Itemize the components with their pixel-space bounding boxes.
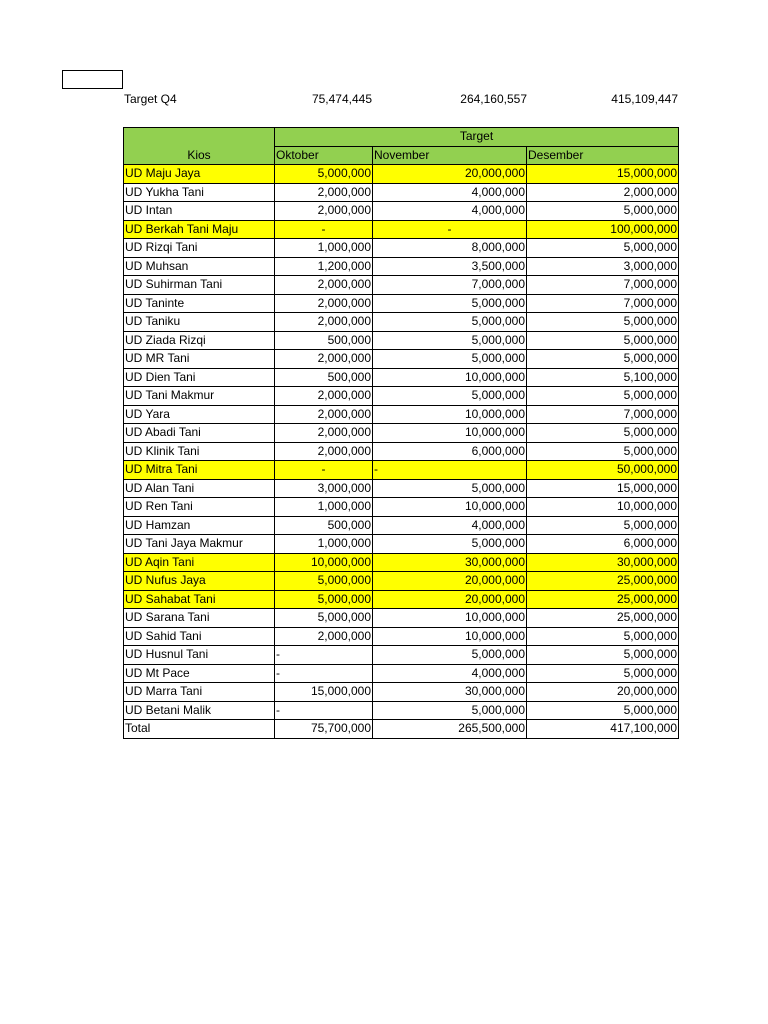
oktober-cell[interactable]: 2,000,000 — [275, 276, 373, 295]
kios-cell[interactable]: UD Marra Tani — [124, 683, 275, 702]
oktober-cell[interactable]: 2,000,000 — [275, 294, 373, 313]
november-cell[interactable]: 10,000,000 — [373, 424, 527, 443]
kios-cell[interactable]: UD Yara — [124, 405, 275, 424]
summary-value-november: 264,160,557 — [460, 92, 527, 106]
desember-cell[interactable]: 50,000,000 — [527, 461, 679, 480]
oktober-cell[interactable]: 2,000,000 — [275, 442, 373, 461]
oktober-cell[interactable]: 2,000,000 — [275, 350, 373, 369]
table-row — [124, 294, 679, 313]
table-row — [124, 590, 679, 609]
table-row — [124, 683, 679, 702]
desember-cell[interactable]: 7,000,000 — [527, 405, 679, 424]
oktober-cell[interactable]: 5,000,000 — [275, 609, 373, 628]
oktober-cell[interactable]: 500,000 — [275, 368, 373, 387]
november-cell[interactable]: 10,000,000 — [373, 405, 527, 424]
desember-cell[interactable]: 3,000,000 — [527, 257, 679, 276]
november-cell[interactable]: 7,000,000 — [373, 276, 527, 295]
desember-cell[interactable]: 7,000,000 — [527, 294, 679, 313]
oktober-cell[interactable]: 15,000,000 — [275, 683, 373, 702]
desember-cell[interactable]: 100,000,000 — [527, 220, 679, 239]
oktober-cell[interactable]: 1,000,000 — [275, 498, 373, 517]
desember-cell[interactable]: 25,000,000 — [527, 609, 679, 628]
kios-cell[interactable]: UD Tani Jaya Makmur — [124, 535, 275, 554]
table-row — [124, 313, 679, 332]
oktober-cell[interactable]: 500,000 — [275, 516, 373, 535]
table-row — [124, 701, 679, 720]
kios-cell[interactable]: UD Betani Malik — [124, 701, 275, 720]
oktober-cell[interactable]: 2,000,000 — [275, 424, 373, 443]
oktober-cell[interactable]: 2,000,000 — [275, 202, 373, 221]
desember-cell[interactable]: 5,000,000 — [527, 424, 679, 443]
desember-cell[interactable]: 5,000,000 — [527, 664, 679, 683]
kios-cell[interactable]: UD Tani Makmur — [124, 387, 275, 406]
summary-label: Target Q4 — [124, 92, 177, 106]
table-row — [124, 405, 679, 424]
table-row — [124, 479, 679, 498]
oktober-cell[interactable]: - — [275, 461, 373, 480]
desember-cell[interactable]: 5,000,000 — [527, 442, 679, 461]
november-cell[interactable]: 265,500,000 — [373, 720, 527, 739]
oktober-cell[interactable]: 75,700,000 — [275, 720, 373, 739]
kios-cell[interactable]: UD Aqin Tani — [124, 553, 275, 572]
table-row — [124, 553, 679, 572]
summary-value-oktober: 75,474,445 — [311, 92, 372, 106]
oktober-cell[interactable]: 1,200,000 — [275, 257, 373, 276]
kios-cell[interactable]: UD Muhsan — [124, 257, 275, 276]
table-row — [124, 387, 679, 406]
table-row — [124, 239, 679, 258]
november-cell[interactable]: 5,000,000 — [373, 313, 527, 332]
oktober-cell[interactable]: 5,000,000 — [275, 165, 373, 184]
desember-cell[interactable]: 5,000,000 — [527, 701, 679, 720]
table-row — [124, 720, 679, 739]
november-cell[interactable]: 30,000,000 — [373, 553, 527, 572]
desember-cell[interactable]: 2,000,000 — [527, 183, 679, 202]
kios-cell[interactable]: Total — [124, 720, 275, 739]
table-row — [124, 498, 679, 517]
kios-cell[interactable]: UD Alan Tani — [124, 479, 275, 498]
table-row — [124, 424, 679, 443]
table-row — [124, 609, 679, 628]
november-cell[interactable]: 4,000,000 — [373, 664, 527, 683]
table-row — [124, 220, 679, 239]
kios-cell[interactable]: UD Berkah Tani Maju — [124, 220, 275, 239]
table-row — [124, 627, 679, 646]
kios-cell[interactable]: UD Suhirman Tani — [124, 276, 275, 295]
kios-cell[interactable]: UD Hamzan — [124, 516, 275, 535]
table-row — [124, 461, 679, 480]
desember-cell[interactable]: 5,000,000 — [527, 387, 679, 406]
november-cell[interactable]: 4,000,000 — [373, 516, 527, 535]
desember-cell[interactable]: 20,000,000 — [527, 683, 679, 702]
november-cell[interactable]: 5,000,000 — [373, 535, 527, 554]
month-header-oktober[interactable]: Oktober — [275, 146, 373, 165]
table-row — [124, 165, 679, 184]
november-cell[interactable]: 10,000,000 — [373, 498, 527, 517]
desember-cell[interactable]: 5,000,000 — [527, 516, 679, 535]
summary-row — [124, 90, 680, 108]
november-cell[interactable]: 20,000,000 — [373, 165, 527, 184]
desember-cell[interactable]: 5,000,000 — [527, 313, 679, 332]
kios-cell[interactable]: UD Ziada Rizqi — [124, 331, 275, 350]
november-cell[interactable]: - — [373, 461, 527, 480]
desember-cell[interactable]: 15,000,000 — [527, 165, 679, 184]
oktober-cell[interactable]: 1,000,000 — [275, 535, 373, 554]
oktober-cell[interactable]: 2,000,000 — [275, 405, 373, 424]
kios-cell[interactable]: UD Mt Pace — [124, 664, 275, 683]
table-row — [124, 331, 679, 350]
desember-cell[interactable]: 5,000,000 — [527, 350, 679, 369]
november-cell[interactable]: 4,000,000 — [373, 183, 527, 202]
november-cell[interactable]: 10,000,000 — [373, 627, 527, 646]
november-cell[interactable]: 5,000,000 — [373, 294, 527, 313]
oktober-cell[interactable]: 5,000,000 — [275, 590, 373, 609]
table-body — [124, 165, 679, 739]
month-header-desember[interactable]: Desember — [527, 146, 679, 165]
november-cell[interactable]: 20,000,000 — [373, 572, 527, 591]
target-header[interactable]: Target — [275, 128, 679, 147]
table-row — [124, 664, 679, 683]
table-row — [124, 442, 679, 461]
november-cell[interactable]: 5,000,000 — [373, 387, 527, 406]
table-row — [124, 183, 679, 202]
kios-cell[interactable]: UD Abadi Tani — [124, 424, 275, 443]
oktober-cell[interactable]: - — [275, 701, 373, 720]
oktober-cell[interactable]: 2,000,000 — [275, 183, 373, 202]
november-cell[interactable]: 20,000,000 — [373, 590, 527, 609]
desember-cell[interactable]: 5,000,000 — [527, 202, 679, 221]
table-row — [124, 202, 679, 221]
kios-cell[interactable]: UD MR Tani — [124, 350, 275, 369]
kios-cell[interactable]: UD Dien Tani — [124, 368, 275, 387]
desember-cell[interactable]: 5,000,000 — [527, 646, 679, 665]
november-cell[interactable]: 6,000,000 — [373, 442, 527, 461]
desember-cell[interactable]: 5,100,000 — [527, 368, 679, 387]
november-cell[interactable]: 5,000,000 — [373, 331, 527, 350]
oktober-cell[interactable]: 10,000,000 — [275, 553, 373, 572]
header-row-1 — [124, 128, 679, 147]
desember-cell[interactable]: 10,000,000 — [527, 498, 679, 517]
kios-cell[interactable]: UD Nufus Jaya — [124, 572, 275, 591]
target-table — [123, 127, 679, 739]
kios-cell[interactable]: UD Sahid Tani — [124, 627, 275, 646]
kios-cell[interactable]: UD Klinik Tani — [124, 442, 275, 461]
desember-cell[interactable]: 5,000,000 — [527, 627, 679, 646]
month-header-november[interactable]: November — [373, 146, 527, 165]
kios-cell[interactable]: UD Rizqi Tani — [124, 239, 275, 258]
kios-cell[interactable]: UD Taninte — [124, 294, 275, 313]
desember-cell[interactable]: 5,000,000 — [527, 331, 679, 350]
oktober-cell[interactable]: 2,000,000 — [275, 387, 373, 406]
november-cell[interactable]: 4,000,000 — [373, 202, 527, 221]
november-cell[interactable]: 10,000,000 — [373, 368, 527, 387]
oktober-cell[interactable]: 2,000,000 — [275, 627, 373, 646]
name-box[interactable] — [62, 70, 123, 89]
kios-cell[interactable]: UD Yukha Tani — [124, 183, 275, 202]
desember-cell[interactable]: 7,000,000 — [527, 276, 679, 295]
oktober-cell[interactable]: 3,000,000 — [275, 479, 373, 498]
table-row — [124, 516, 679, 535]
november-cell[interactable]: 30,000,000 — [373, 683, 527, 702]
kios-cell[interactable]: UD Maju Jaya — [124, 165, 275, 184]
kios-cell[interactable]: UD Sarana Tani — [124, 609, 275, 628]
table-row — [124, 535, 679, 554]
desember-cell[interactable]: 6,000,000 — [527, 535, 679, 554]
november-cell[interactable]: 5,000,000 — [373, 646, 527, 665]
desember-cell[interactable]: 417,100,000 — [527, 720, 679, 739]
kios-cell[interactable]: UD Husnul Tani — [124, 646, 275, 665]
november-cell[interactable]: 3,500,000 — [373, 257, 527, 276]
desember-cell[interactable]: 15,000,000 — [527, 479, 679, 498]
oktober-cell[interactable]: 2,000,000 — [275, 313, 373, 332]
kios-cell[interactable]: UD Taniku — [124, 313, 275, 332]
table-row — [124, 350, 679, 369]
kios-header[interactable]: Kios — [124, 128, 275, 165]
november-cell[interactable]: - — [373, 220, 527, 239]
kios-cell[interactable]: UD Intan — [124, 202, 275, 221]
desember-cell[interactable]: 30,000,000 — [527, 553, 679, 572]
november-cell[interactable]: 5,000,000 — [373, 350, 527, 369]
kios-cell[interactable]: UD Mitra Tani — [124, 461, 275, 480]
november-cell[interactable]: 10,000,000 — [373, 609, 527, 628]
kios-cell[interactable]: UD Ren Tani — [124, 498, 275, 517]
table-row — [124, 646, 679, 665]
oktober-cell[interactable]: - — [275, 664, 373, 683]
table-row — [124, 572, 679, 591]
desember-cell[interactable]: 25,000,000 — [527, 590, 679, 609]
summary-value-desember: 415,109,447 — [611, 92, 678, 106]
november-cell[interactable]: 5,000,000 — [373, 701, 527, 720]
desember-cell[interactable]: 5,000,000 — [527, 239, 679, 258]
november-cell[interactable]: 5,000,000 — [373, 479, 527, 498]
oktober-cell[interactable]: - — [275, 220, 373, 239]
oktober-cell[interactable]: 500,000 — [275, 331, 373, 350]
oktober-cell[interactable]: 5,000,000 — [275, 572, 373, 591]
oktober-cell[interactable]: - — [275, 646, 373, 665]
table-row — [124, 276, 679, 295]
table-row — [124, 257, 679, 276]
oktober-cell[interactable]: 1,000,000 — [275, 239, 373, 258]
november-cell[interactable]: 8,000,000 — [373, 239, 527, 258]
table-row — [124, 368, 679, 387]
desember-cell[interactable]: 25,000,000 — [527, 572, 679, 591]
kios-cell[interactable]: UD Sahabat Tani — [124, 590, 275, 609]
